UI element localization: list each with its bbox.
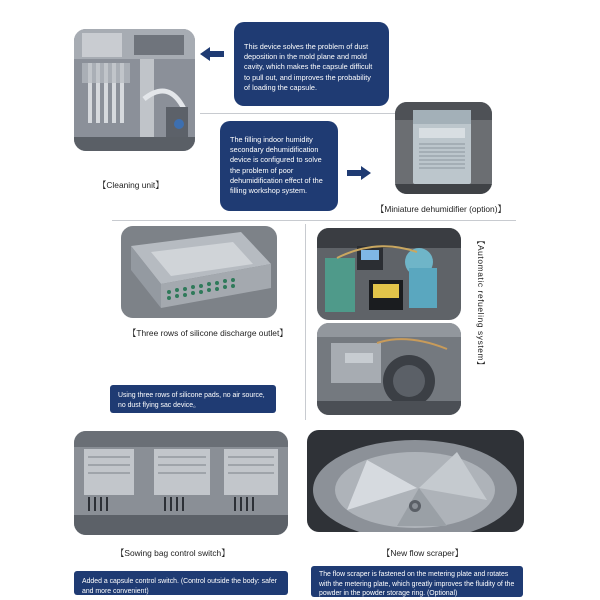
- cleaning-unit-photo: [74, 29, 195, 151]
- divider-vertical: [305, 224, 306, 420]
- discharge-outlet-caption: 【Three rows of silicone discharge outlet】: [128, 328, 288, 338]
- flow-scraper-description: The flow scraper is fastened on the metering plate and rotates with the metering plate, which greatly improves the fluidity of the powder in the powder storage ring. (Optional): [311, 566, 523, 597]
- divider-middle: [112, 220, 516, 221]
- cleaning-unit-caption: 【Cleaning unit】: [98, 180, 164, 190]
- sowing-bag-description: Added a capsule control switch. (Control outside the body: safer and more convenient): [74, 571, 288, 595]
- dehumidifier-caption: 【Miniature dehumidifier (option)】: [376, 204, 506, 214]
- arrow-left-icon: [200, 47, 224, 61]
- flow-scraper-photo: [307, 430, 524, 532]
- discharge-outlet-photo: [121, 226, 277, 318]
- divider-top: [200, 113, 400, 114]
- cleaning-unit-description: This device solves the problem of dust deposition in the mold plane and mold cavity, which makes the capsule difficult to pull out, and improves the probability of loading the capsule.: [234, 22, 389, 106]
- arrow-right-icon: [347, 166, 371, 180]
- dehumidifier-description: The filling indoor humidity secondary dehumidification device is configured to solve the problem of poor dehumidification effect of the filling workshop system.: [220, 121, 338, 211]
- sowing-bag-caption: 【Sowing bag control switch】: [116, 548, 230, 558]
- refueling-photo-bottom: [317, 323, 461, 415]
- sowing-bag-photo: [74, 431, 288, 535]
- dehumidifier-photo: [395, 102, 492, 194]
- refueling-caption: 【Automatic refueling system】: [476, 236, 486, 371]
- discharge-outlet-description: Using three rows of silicone pads, no air source, no dust flying sac device。: [110, 385, 276, 413]
- flow-scraper-caption: 【New flow scraper】: [382, 548, 463, 558]
- refueling-photo-top: [317, 228, 461, 320]
